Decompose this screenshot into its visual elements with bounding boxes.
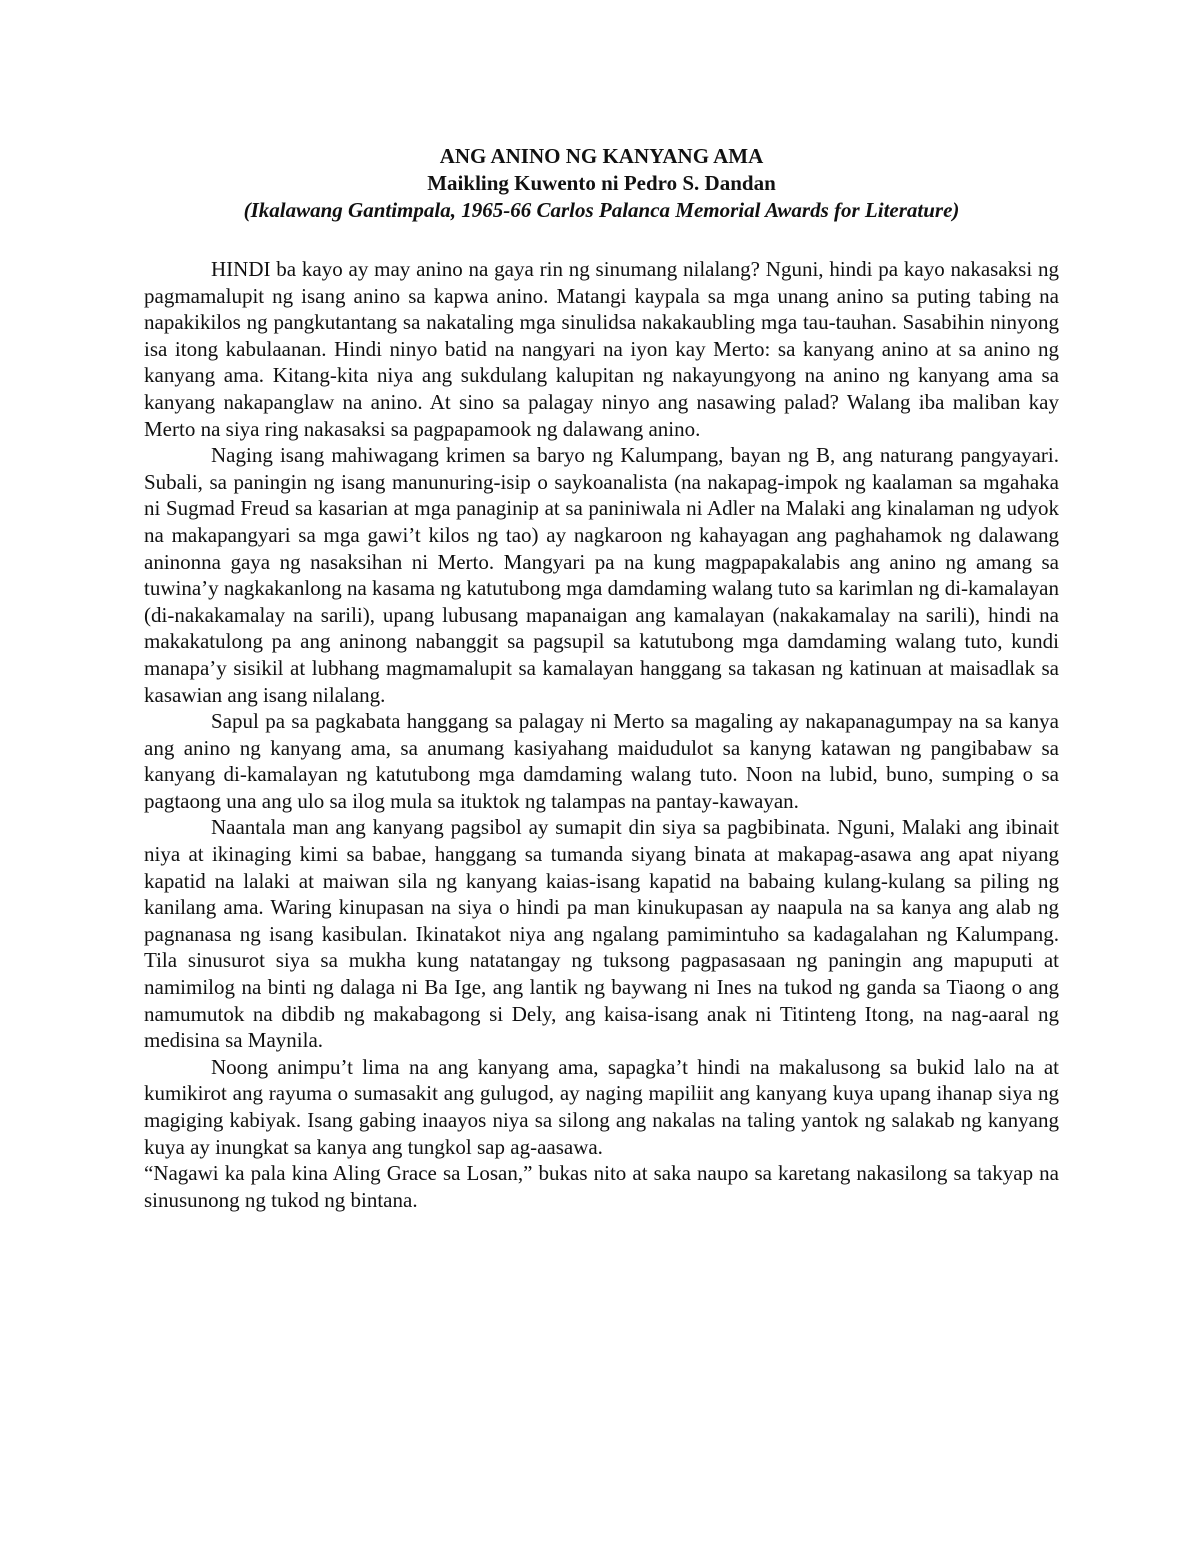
paragraph-6: “Nagawi ka pala kina Aling Grace sa Losan,” bukas nito at saka naupo sa karetang nakasilong sa takyap na sinusunong ng tukod ng bintana. [144,1161,1059,1212]
paragraph-2: Naging isang mahiwagang krimen sa baryo ng Kalumpang, bayan ng B, ang naturang pangyayari. Subali, sa paningin ng isang manunuring-isip o saykoanalista (na nakapag-impok ng kaalaman sa mgahaka ni Sugmad Freud sa kasarian at mga panaginip at sa paniniwala ni Adler na Malaki ang kinalaman ng udyok na makapangyari sa mga gawi’t kilos ng tao) ay nagkaroon ng kahayagan ang paghahamok ng dalawang aninonna gaya ng nasaksihan ni Merto. Mangyari pa na kung magpapakalabis ang anino ng amang sa tuwina’y nagkakanlong na kasama ng katutubong mga damdaming walang tuto sa karimlan ng di-kamalayan (di-nakakamalay na sarili), upang lubusang mapanaigan ang kamalayan (nakakamalay na sarili), hindi na makakatulong pa ang aninong nabanggit sa pagsupil sa katutubong mga damdaming walang tuto, kundi manapa’y sisikil at lubhang magmamalupit sa kamalayan hanggang sa takasan ng katinuan at maisadlak sa kasawian ang isang nilalang. [144,443,1059,707]
paragraph-5: Noong animpu’t lima na ang kanyang ama, sapagka’t hindi na makalusong sa bukid lalo na at kumikirot ang rayuma o sumasakit ang gulugod, ay naging mapiliit ang kanyang kuya upang ihanap siya ng magiging kabiyak. Isang gabing inaayos niya sa silong ang nakalas na taling yantok ng salakab ng kanyang kuya ay inungkat sa kanya ang tungkol sap ag-aasawa. [144,1054,1059,1159]
story-title: ANG ANINO NG KANYANG AMA [439,144,764,168]
paragraph-4: Naantala man ang kanyang pagsibol ay sumapit din siya sa pagbibinata. Nguni, Malaki ang ibinait niya at ikinaging kimi sa babae, hanggang sa tumanda siyang binata at makapag-asawa ang apat niyang kapatid na lalaki at maiwan sila ng kanyang kaias-isang kapatid na babaing kulang-kulang sa piling ng kanilang ama. Waring kinupasan na siya o hindi pa man kinukupasan ay naapula na sa kanya ang alab ng pagnanasa ng isang kasibulan. Ikinatakot niya ang ngalang pamimintuho sa kadagalahan ng Kalumpang. Tila sinusurot siya sa mukha kung natatangay ng tuksong pagpasasaan ng paningin ang mapuputi at namimilog na binti ng dalaga ni Ba Ige, ang lantik ng baywang ni Ines na tukod ng ganda sa Tiaong o ang namumutok na dibdib ng makabagong si Dely, ang kaisa-isang anak ni Titinteng Itong, na nag-aaral ng medisina sa Maynila. [144,815,1059,1053]
paragraph-1: HINDI ba kayo ay may anino na gaya rin ng sinumang nilalang? Nguni, hindi pa kayo nakasaksi ng pagmamalupit ng isang anino sa kapwa anino. Matangi kaypala sa mga unang anino sa puting tabing na napakikilos ng pangkutantang sa nakataling mga sinulidsa nakakaubling mga tau-tauhan. Sasabihin ninyong isa itong kabulaanan. Hindi ninyo batid na nangyari na iyon kay Merto: sa kanyang anino at sa anino ng kanyang ama. Kitang-kita niya ang sukdulang kalupitan ng nakayungyong na anino ng kanyang ama sa kanyang nakapanglaw na anino. At sino sa palagay ninyo ang nasawing palad? Walang iba maliban kay Merto na siya ring nakasaksi sa pagpapamook ng dalawang anino. [144,257,1059,441]
award-note: (Ikalawang Gantimpala, 1965-66 Carlos Palanca Memorial Awards for Literature) [243,198,960,222]
paragraph-3: Sapul pa sa pagkabata hanggang sa palagay ni Merto sa magaling ay nakapanagumpay na sa kanya ang anino ng kanyang ama, sa anumang kasiyahang maidudulot sa kanyng katawan ng pangibabaw sa kanyang di-kamalayan ng katutubong mga damdaming walang tuto. Noon na lubid, buno, sumping o sa pagtaong una ang ulo sa ilog mula sa ituktok ng talampas na pantay-kawayan. [144,709,1059,813]
story-byline: Maikling Kuwento ni Pedro S. Dandan [427,171,776,195]
title-block [144,143,1059,224]
document-body [144,143,1059,1213]
